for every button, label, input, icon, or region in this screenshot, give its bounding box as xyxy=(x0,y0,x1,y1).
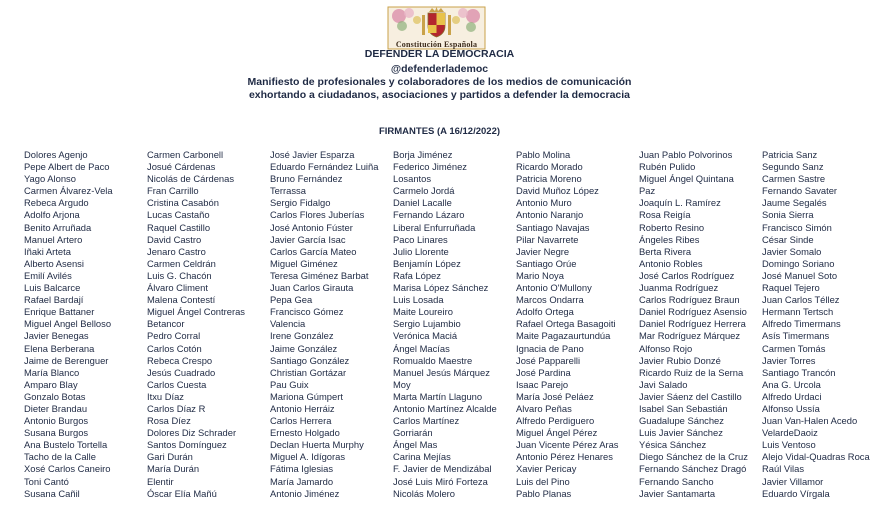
signatory-name: Hermann Tertsch xyxy=(762,306,834,318)
signatory-name: Carina Mejías xyxy=(393,451,451,463)
signatories-column-4 xyxy=(393,149,497,500)
signatory-name: Benjamín López xyxy=(393,257,461,269)
signatory-name: Federico Jiménez xyxy=(393,161,467,173)
signatory-name: María Durán xyxy=(147,463,200,475)
signatory-name: Ángeles Ribes xyxy=(639,233,700,245)
signatory-name: Declan Huerta Murphy xyxy=(270,439,364,451)
page-title: DEFENDER LA DEMOCRACIA xyxy=(364,48,515,60)
signatory-name: Betancor xyxy=(147,318,185,330)
signatory-name: Benito Arruñada xyxy=(24,221,92,233)
signatory-name: Yago Alonso xyxy=(24,173,76,185)
signatory-name: Carmen Sastre xyxy=(762,173,826,185)
signatory-name: Josué Cárdenas xyxy=(147,161,216,173)
signatory-name: Rafael Bardají xyxy=(24,294,84,306)
signatory-name: Juan Van-Halen Acedo xyxy=(762,415,858,427)
signatory-name: Javi Salado xyxy=(639,378,688,390)
signatory-name: Jesús Cuadrado xyxy=(147,366,216,378)
signatory-name: Daniel Rodríguez Herrera xyxy=(639,318,746,330)
signatory-name: Alberto Asensi xyxy=(24,257,84,269)
signatory-name: Losantos xyxy=(393,173,432,185)
signatory-name: VelardeDaoiz xyxy=(762,427,818,439)
signatory-name: Antonio O'Mullony xyxy=(516,282,592,294)
signatory-name: Eduardo Fernández Luiña xyxy=(270,161,379,173)
signatory-name: Pau Guix xyxy=(270,378,309,390)
signatory-name: David Muñoz López xyxy=(516,185,599,197)
signatory-name: Pedro Corral xyxy=(147,330,201,342)
signatory-name: Pilar Navarrete xyxy=(516,233,579,245)
signatory-name: Luis Javier Sánchez xyxy=(639,427,723,439)
signatory-name: Santiago González xyxy=(270,354,350,366)
signatory-name: Carmen Tomás xyxy=(762,342,826,354)
signatory-name: Marta Martín Llaguno xyxy=(393,390,483,402)
signatory-name: Itxu Díaz xyxy=(147,390,184,402)
signatory-name: Juan Carlos Téllez xyxy=(762,294,840,306)
signatory-name: Antonio Robles xyxy=(639,257,703,269)
signatory-name: Carlos Díaz R xyxy=(147,402,206,414)
signatory-name: Fernando Savater xyxy=(762,185,838,197)
signatory-name: Carmelo Jordá xyxy=(393,185,455,197)
signatory-name: José Antonio Fúster xyxy=(270,221,353,233)
signatory-name: Asís Timermans xyxy=(762,330,830,342)
signatory-name: Adolfo Ortega xyxy=(516,306,574,318)
signatory-name: Yésica Sánchez xyxy=(639,439,707,451)
signatory-name: Jaime de Berenguer xyxy=(24,354,109,366)
signatory-name: Isabel San Sebastián xyxy=(639,402,728,414)
signatory-name: Amparo Blay xyxy=(24,378,78,390)
signatory-name: Javier García Isac xyxy=(270,233,346,245)
signatory-name: Santiago Orúe xyxy=(516,257,577,269)
signatory-name: Terrassa xyxy=(270,185,306,197)
signatory-name: Roberto Resino xyxy=(639,221,705,233)
signatory-name: Juan Vicente Pérez Aras xyxy=(516,439,619,451)
signatory-name: Ana Bustelo Tortella xyxy=(24,439,108,451)
signatory-name: Pepe Albert de Paco xyxy=(24,161,110,173)
signatory-name: Marisa López Sánchez xyxy=(393,282,489,294)
signatory-name: Paz xyxy=(639,185,656,197)
signatory-name: José Pardina xyxy=(516,366,571,378)
signatory-name: Fernando Sancho xyxy=(639,475,714,487)
signatory-name: Raquel Tejero xyxy=(762,282,820,294)
signatory-name: Dolores Diz Schrader xyxy=(147,427,237,439)
signatory-name: Juanma Rodríguez xyxy=(639,282,719,294)
signatory-name: Miguel A. Idígoras xyxy=(270,451,346,463)
signatory-name: Susana Burgos xyxy=(24,427,89,439)
signatory-name: Dolores Agenjo xyxy=(24,149,88,160)
signatory-name: Irene González xyxy=(270,330,334,342)
signatory-name: Ángel Mas xyxy=(393,439,438,451)
signatory-name: José Luis Miró Forteza xyxy=(393,475,488,487)
signatory-name: Javier Benegas xyxy=(24,330,89,342)
signatory-name: Ernesto Holgado xyxy=(270,427,340,439)
signatories-column-6 xyxy=(639,149,748,500)
signatory-name: Carlos Rodríguez Braun xyxy=(639,294,740,306)
signatory-name: Javier Sáenz del Castillo xyxy=(639,390,742,402)
signatory-name: Miguel Giménez xyxy=(270,257,338,269)
signatory-name: Nicolás de Cárdenas xyxy=(147,173,235,185)
signatory-name: Valencia xyxy=(270,318,306,330)
signatory-name: Enrique Battaner xyxy=(24,306,95,318)
signatory-name: Luis G. Chacón xyxy=(147,269,212,281)
signatory-name: Cristina Casabón xyxy=(147,197,219,209)
signatory-name: Julio Llorente xyxy=(393,245,449,257)
signatory-name: Javier Somalo xyxy=(762,245,822,257)
signatory-name: Alfonso Ussía xyxy=(762,402,820,414)
signatory-name: Carlos Cuesta xyxy=(147,378,207,390)
signatory-name: Luis Ventoso xyxy=(762,439,816,451)
signatory-name: Antonio Burgos xyxy=(24,415,89,427)
signatory-name: Miguel Ángel Contreras xyxy=(147,306,245,318)
signatory-name: Manuel Jesús Márquez xyxy=(393,366,490,378)
signatory-name: Ignacia de Pano xyxy=(516,342,584,354)
signatory-name: Tacho de la Calle xyxy=(24,451,96,463)
signatory-name: Ana G. Urcola xyxy=(762,378,821,390)
signatory-name: Jaume Segalés xyxy=(762,197,827,209)
signatories-column-3 xyxy=(270,149,378,500)
signatory-name: Christian Gortázar xyxy=(270,366,347,378)
signatory-name: Antonio Muro xyxy=(516,197,572,209)
signatories-column-2 xyxy=(147,149,245,500)
signatory-name: Antonio Martínez Alcalde xyxy=(393,402,497,414)
signatory-name: Paco Linares xyxy=(393,233,448,245)
signatory-name: Teresa Giménez Barbat xyxy=(270,269,369,281)
signatory-name: Xavier Pericay xyxy=(516,463,577,475)
signatory-name: Alfonso Rojo xyxy=(639,342,693,354)
signatory-name: Malena Contestí xyxy=(147,294,216,306)
signatory-name: Santiago Navajas xyxy=(516,221,590,233)
signatory-name: Francisco Gómez xyxy=(270,306,344,318)
signatory-name: Fátima Iglesias xyxy=(270,463,334,475)
signatory-name: Rosa Díez xyxy=(147,415,191,427)
signatory-name: Juan Pablo Polvorinos xyxy=(639,149,733,160)
signatory-name: F. Javier de Mendizábal xyxy=(393,463,492,475)
signatory-name: Santiago Trancón xyxy=(762,366,836,378)
signatory-name: Javier Torres xyxy=(762,354,816,366)
signatory-name: Borja Jiménez xyxy=(393,149,453,160)
signatory-name: Daniel Rodríguez Asensio xyxy=(639,306,747,318)
signatory-name: Pablo Planas xyxy=(516,487,572,499)
signatories-heading: FIRMANTES (A 16/12/2022) xyxy=(378,126,501,137)
signatory-name: César Sinde xyxy=(762,233,814,245)
signatory-name: Domingo Soriano xyxy=(762,257,835,269)
signatory-name: Bruno Fernández xyxy=(270,173,343,185)
signatory-name: Joaquín L. Ramírez xyxy=(639,197,721,209)
signatory-name: Iñaki Arteta xyxy=(24,245,71,257)
signatory-name: Jenaro Castro xyxy=(147,245,206,257)
signatory-name: Luis Losada xyxy=(393,294,444,306)
signatory-name: Manuel Artero xyxy=(24,233,83,245)
signatory-name: Diego Sánchez de la Cruz xyxy=(639,451,748,463)
signatory-name: Berta Rivera xyxy=(639,245,692,257)
signatory-name: Isaac Parejo xyxy=(516,378,569,390)
signatory-name: Ricardo Morado xyxy=(516,161,583,173)
signatory-name: Carmen Carbonell xyxy=(147,149,224,160)
signatory-name: Luis Balcarce xyxy=(24,282,81,294)
signatory-name: Gari Durán xyxy=(147,451,193,463)
signatory-name: Emilí Avilés xyxy=(24,269,72,281)
signatory-name: José Manuel Soto xyxy=(762,269,838,281)
signatory-name: Nicolás Molero xyxy=(393,487,455,499)
manifesto-line-1: Manifiesto de profesionales y colaboradores de los medios de comunicación xyxy=(247,76,632,88)
signatory-name: Patricia Sanz xyxy=(762,149,818,160)
signatory-name: Pablo Molina xyxy=(516,149,571,160)
signatory-name: Elena Berberana xyxy=(24,342,95,354)
signatory-name: Rubén Pulido xyxy=(639,161,696,173)
signatory-name: Carlos Herrera xyxy=(270,415,332,427)
signatory-name: Guadalupe Sánchez xyxy=(639,415,724,427)
signatory-name: Maite Loureiro xyxy=(393,306,453,318)
signatory-name: Fernando Sánchez Dragó xyxy=(639,463,747,475)
signatory-name: Antonio Herráiz xyxy=(270,402,335,414)
constitucion-logo xyxy=(387,6,486,50)
signatory-name: Sonia Sierra xyxy=(762,209,814,221)
signatory-name: Javier Negre xyxy=(516,245,570,257)
signatory-name: Maite Pagazaurtundúa xyxy=(516,330,611,342)
signatory-name: Mario Noya xyxy=(516,269,564,281)
signatory-name: Rafa López xyxy=(393,269,441,281)
signatory-name: Patricia Moreno xyxy=(516,173,582,185)
signatory-name: Antonio Jiménez xyxy=(270,487,340,499)
signatory-name: Carlos Cotón xyxy=(147,342,202,354)
signatory-name: Rebeca Argudo xyxy=(24,197,89,209)
signatory-name: Antonio Naranjo xyxy=(516,209,584,221)
signatory-name: Xosé Carlos Caneiro xyxy=(24,463,111,475)
signatory-name: Miguel Ángel Quintana xyxy=(639,173,734,185)
signatory-name: Santos Domínguez xyxy=(147,439,227,451)
signatory-name: Gonzalo Botas xyxy=(24,390,86,402)
signatory-name: María José Peláez xyxy=(516,390,594,402)
signatory-name: Dieter Brandau xyxy=(24,402,88,414)
signatory-name: Javier Rubio Donzé xyxy=(639,354,721,366)
signatory-name: Alfredo Urdaci xyxy=(762,390,822,402)
signatories-column-7 xyxy=(762,149,870,500)
signatories-column-1 xyxy=(24,149,113,500)
signatory-name: Marcos Ondarra xyxy=(516,294,584,306)
signatory-name: Carlos Flores Juberías xyxy=(270,209,365,221)
signatory-name: Raquel Castillo xyxy=(147,221,211,233)
signatory-name: Daniel Lacalle xyxy=(393,197,452,209)
signatory-name: Rebeca Crespo xyxy=(147,354,213,366)
signatory-name: Pepa Gea xyxy=(270,294,313,306)
signatory-name: Rosa Reigía xyxy=(639,209,691,221)
signatory-name: Miguel Ángel Pérez xyxy=(516,427,598,439)
signatory-name: Carmen Celdrán xyxy=(147,257,216,269)
signatory-name: Adolfo Arjona xyxy=(24,209,80,221)
signatory-name: Carlos Martínez xyxy=(393,415,460,427)
signatory-name: María Jamardo xyxy=(270,475,334,487)
signatory-name: Carmen Álvarez-Vela xyxy=(24,185,113,197)
signatory-name: José Javier Esparza xyxy=(270,149,355,160)
signatory-name: Antonio Pérez Henares xyxy=(516,451,613,463)
signatory-name: Alvaro Peñas xyxy=(516,402,572,414)
signatory-name: Francisco Simón xyxy=(762,221,832,233)
signatory-name: Toni Cantó xyxy=(24,475,69,487)
signatory-name: Moy xyxy=(393,378,411,390)
signatory-name: Alejo Vidal-Quadras Roca xyxy=(762,451,870,463)
signatory-name: Romualdo Maestre xyxy=(393,354,473,366)
signatory-name: Segundo Sanz xyxy=(762,161,824,173)
logo-lettering: Constitución Española xyxy=(395,40,478,49)
signatory-name: Javier Santamarta xyxy=(639,487,716,499)
signatory-name: Gorriarán xyxy=(393,427,433,439)
signatory-name: David Castro xyxy=(147,233,202,245)
signatory-name: Mariona Gúmpert xyxy=(270,390,343,402)
signatory-name: Miguel Angel Belloso xyxy=(24,318,112,330)
signatory-name: Raúl Vilas xyxy=(762,463,805,475)
signatory-name: Lucas Castaño xyxy=(147,209,210,221)
signatory-name: Fernando Lázaro xyxy=(393,209,465,221)
signatory-name: José Papparelli xyxy=(516,354,581,366)
signatory-name: Álvaro Climent xyxy=(147,282,208,294)
signatory-name: Carlos García Mateo xyxy=(270,245,357,257)
signatory-name: María Blanco xyxy=(24,366,80,378)
signatory-name: Juan Carlos Girauta xyxy=(270,282,354,294)
signatory-name: Verónica Maciá xyxy=(393,330,458,342)
signatory-name: Javier Villamor xyxy=(762,475,824,487)
signatory-name: Ricardo Ruiz de la Serna xyxy=(639,366,744,378)
signatory-name: Fran Carrillo xyxy=(147,185,199,197)
twitter-handle: @defenderlademoc xyxy=(390,63,489,75)
signatory-name: Liberal Enfurruñada xyxy=(393,221,476,233)
signatory-name: Rafael Ortega Basagoiti xyxy=(516,318,616,330)
manifesto-line-2: exhortando a ciudadanos, asociaciones y partidos a defender la democracia xyxy=(248,89,631,101)
signatory-name: Jaime González xyxy=(270,342,338,354)
signatory-name: Elentir xyxy=(147,475,174,487)
signatory-name: José Carlos Rodríguez xyxy=(639,269,735,281)
signatory-name: Óscar Elía Mañú xyxy=(147,487,217,499)
signatory-name: Alfredo Timermans xyxy=(762,318,841,330)
signatory-name: Ángel Macías xyxy=(393,342,450,354)
signatory-name: Alfredo Perdiguero xyxy=(516,415,595,427)
signatory-name: Luis del Pino xyxy=(516,475,570,487)
signatory-name: Susana Cañil xyxy=(24,487,80,499)
signatories-column-5 xyxy=(516,149,619,500)
signatory-name: Sergio Lujambio xyxy=(393,318,461,330)
signatory-name: Mar Rodríguez Márquez xyxy=(639,330,741,342)
signatory-name: Eduardo Vírgala xyxy=(762,487,830,499)
signatory-name: Sergio Fidalgo xyxy=(270,197,331,209)
